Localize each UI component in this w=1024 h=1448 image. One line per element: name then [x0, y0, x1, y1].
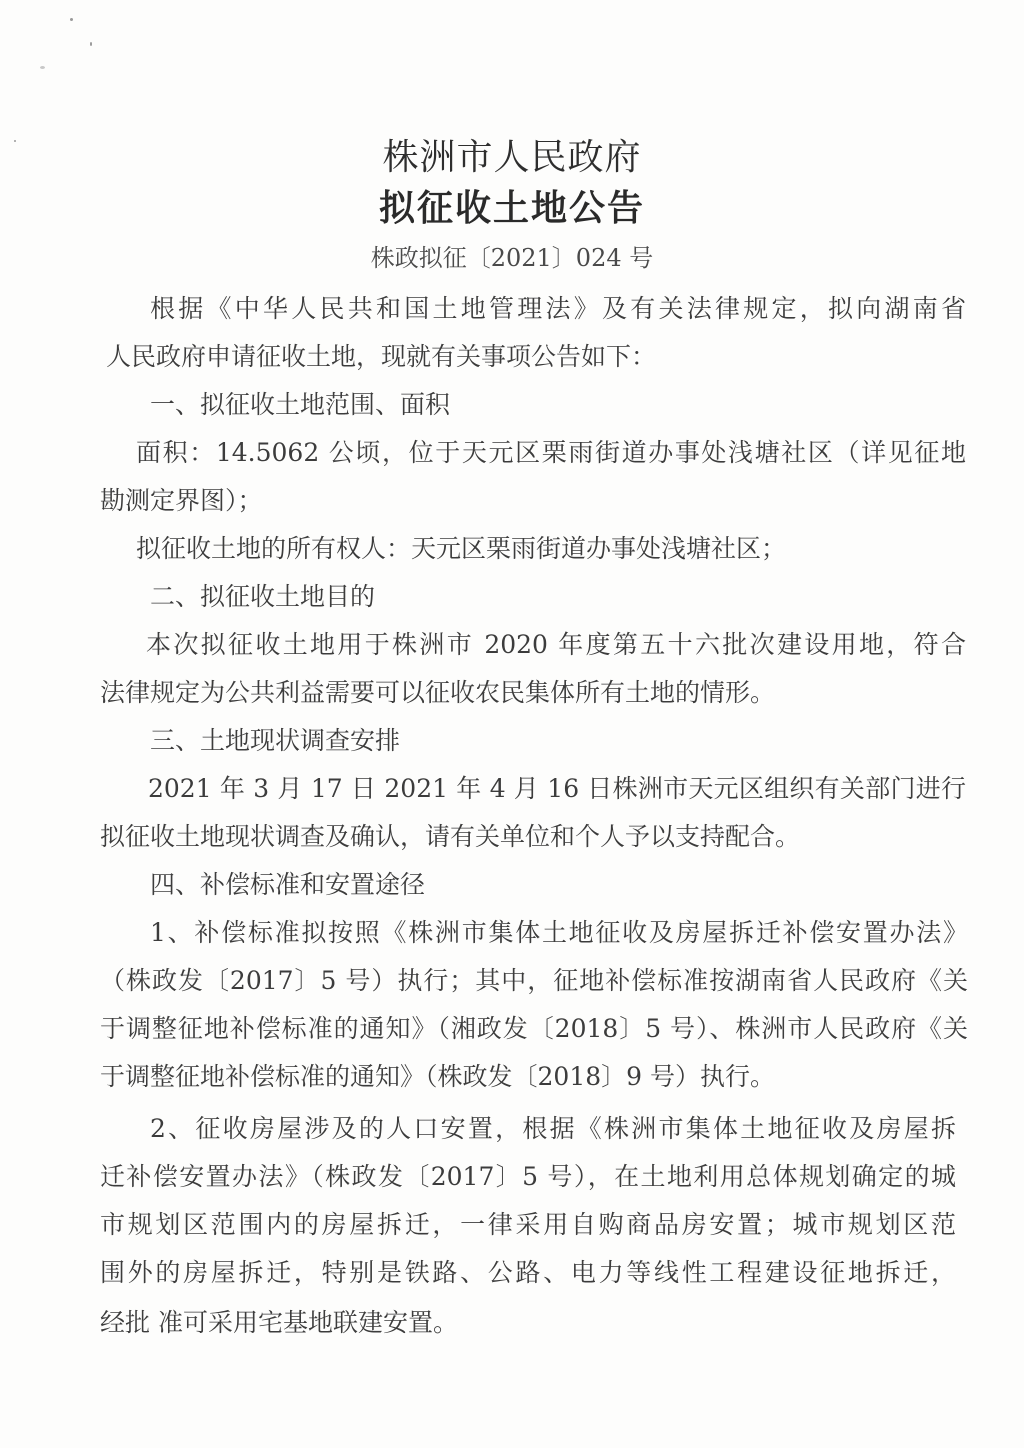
- section-4-para-2-line-4: 围外的房屋拆迁，特别是铁路、公路、电力等线性工程建设征地拆迁，: [100, 1258, 956, 1287]
- section-4-para-2-line-3: 市规划区范围内的房屋拆迁，一律采用自购商品房安置；城市规划区范: [100, 1210, 956, 1239]
- scan-speck: [70, 18, 73, 21]
- section-1-area-line-2: 勘测定界图）；: [100, 486, 263, 515]
- section-2-heading: 二、拟征收土地目的: [150, 582, 376, 611]
- section-4-para-2-line-5: 经批 准可采用宅基地联建安置。: [100, 1308, 458, 1337]
- section-4-heading: 四、补偿标准和安置途径: [150, 870, 426, 899]
- section-2-line-1: 本次拟征收土地用于株洲市 2020 年度第五十六批次建设用地，符合: [146, 630, 966, 659]
- section-4-para-1-line-2: （株政发〔2017〕5 号）执行；其中，征地补偿标准按湖南省人民政府《关: [100, 966, 968, 995]
- section-1-area-line-1: 面积：14.5062 公顷，位于天元区栗雨街道办事处浅塘社区（详见征地: [136, 438, 966, 467]
- document-title: 拟征收土地公告: [378, 187, 645, 229]
- intro-line-2: 人民政府申请征收土地，现就有关事项公告如下：: [106, 342, 657, 371]
- intro-line-1: 根据《中华人民共和国土地管理法》及有关法律规定，拟向湖南省: [150, 294, 966, 323]
- section-3-line-2: 拟征收土地现状调查及确认，请有关单位和个人予以支持配合。: [100, 822, 801, 851]
- section-4-para-1-line-4: 于调整征地补偿标准的通知》（株政发〔2018〕9 号）执行。: [100, 1062, 775, 1091]
- section-1-owner: 拟征收土地的所有权人：天元区栗雨街道办事处浅塘社区；: [136, 534, 787, 563]
- scan-speck: [90, 42, 92, 46]
- document-issuer-title: 株洲市人民政府: [382, 137, 642, 178]
- section-1-heading: 一、拟征收土地范围、面积: [150, 390, 451, 419]
- scan-speck: [40, 66, 45, 69]
- document-number: 株政拟征〔2021〕024 号: [370, 244, 654, 272]
- section-4-para-2-line-2: 迁补偿安置办法》（株政发〔2017〕5 号），在土地利用总体规划确定的城: [100, 1162, 956, 1191]
- section-4-para-1-line-3: 于调整征地补偿标准的通知》（湘政发〔2018〕5 号）、株洲市人民政府《关: [100, 1014, 968, 1043]
- section-3-heading: 三、土地现状调查安排: [150, 726, 401, 755]
- section-3-line-1: 2021 年 3 月 17 日 2021 年 4 月 16 日株洲市天元区组织有关部门进行: [148, 774, 966, 803]
- section-4-para-2-line-1: 2、征收房屋涉及的人口安置，根据《株洲市集体土地征收及房屋拆: [150, 1114, 956, 1143]
- section-4-para-1-line-1: 1、补偿标准拟按照《株洲市集体土地征收及房屋拆迁补偿安置办法》: [150, 918, 968, 947]
- section-2-line-2: 法律规定为公共利益需要可以征收农民集体所有土地的情形。: [100, 678, 776, 707]
